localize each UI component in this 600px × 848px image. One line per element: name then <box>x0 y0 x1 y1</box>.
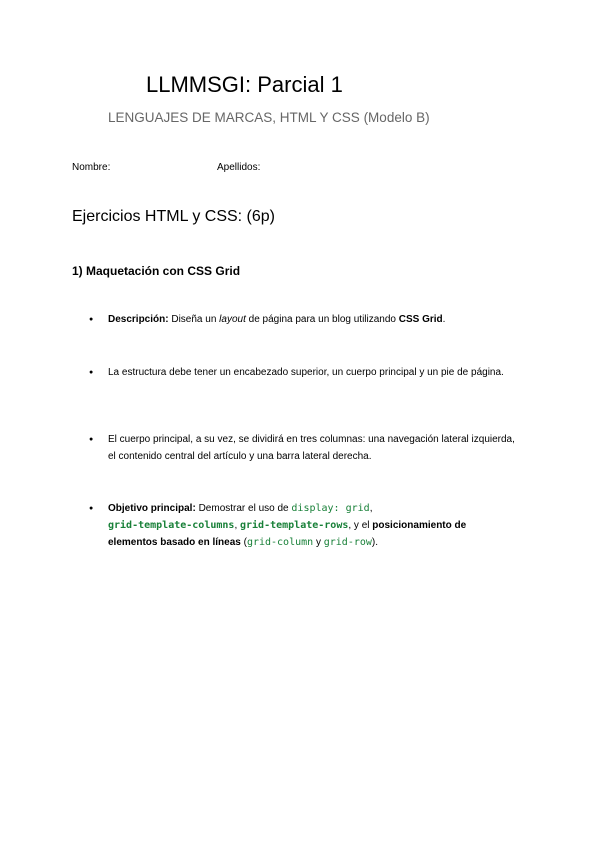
bullet-cuerpo <box>108 431 518 465</box>
code-grid-column: grid-column <box>246 537 314 548</box>
objetivo-text-d: y <box>313 537 324 548</box>
code-display-grid: display: grid <box>291 503 370 514</box>
exercise-title: 1) Maquetación con CSS Grid <box>72 264 241 278</box>
objetivo-sep-2: , <box>234 520 240 531</box>
bullet-descripcion <box>108 311 518 328</box>
nombre-label: Nombre: <box>72 162 111 173</box>
descripcion-label: Descripción: <box>108 314 169 325</box>
descripcion-italic: layout <box>219 314 246 325</box>
descripcion-text-b: de página para un blog utilizando <box>245 314 399 325</box>
objetivo-label: Objetivo principal: <box>108 503 196 514</box>
objetivo-bold: posicionamiento de elementos basado en líneas <box>108 520 467 548</box>
descripcion-bold: CSS Grid <box>398 314 443 325</box>
objetivo-text-a: Demostrar el uso de <box>195 503 292 514</box>
bullet-estructura <box>108 364 518 381</box>
apellidos-label: Apellidos: <box>217 162 261 173</box>
objetivo-text-b: , y el <box>348 520 373 531</box>
objetivo-text-e: ). <box>371 537 379 548</box>
bullet-objetivo <box>108 500 518 551</box>
code-grid-row: grid-row <box>323 537 372 548</box>
descripcion-text-a: Diseña un <box>168 314 220 325</box>
cuerpo-text: El cuerpo principal, a su vez, se dividirá en tres columnas: una navegación lateral izquierda, el contenido central del artículo y una barra lateral derecha. <box>108 434 515 462</box>
estructura-text: La estructura debe tener un encabezado superior, un cuerpo principal y un pie de página. <box>108 367 504 378</box>
code-grid-template-columns: grid-template-columns <box>108 520 235 531</box>
objetivo-text-c: ( <box>240 537 247 548</box>
objetivo-sep-1: , <box>369 503 373 514</box>
descripcion-text-c: . <box>442 314 446 325</box>
section-heading: Ejercicios HTML y CSS: (6p) <box>72 208 275 225</box>
code-grid-template-rows: grid-template-rows <box>240 520 349 531</box>
page-title: LLMMSGI: Parcial 1 <box>146 72 343 97</box>
page-subtitle: LENGUAJES DE MARCAS, HTML Y CSS (Modelo B) <box>108 110 430 125</box>
